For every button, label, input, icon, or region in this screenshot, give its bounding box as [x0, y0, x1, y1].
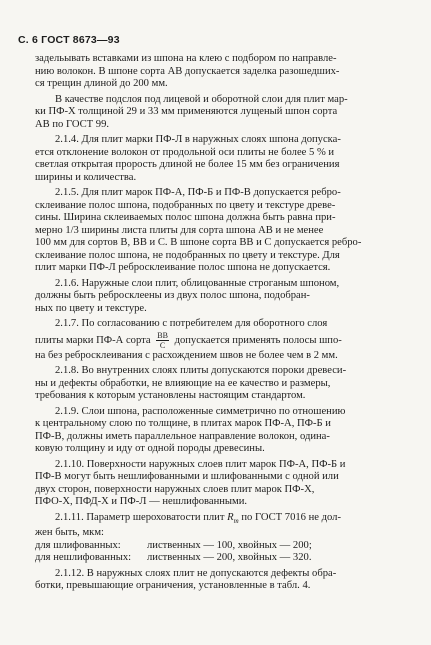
- text-line: сины. Ширина склеиваемых полос шпона должна быть равна при-: [35, 212, 336, 223]
- roughness-prefix: 2.1.11. Параметр шероховатости плит: [55, 511, 225, 523]
- text-line: ПФО-Х, ПФД-Х и ПФ-Л — нешлифованными.: [35, 496, 248, 507]
- paragraph-2-1-11: [35, 512, 416, 565]
- paragraph-2-1-5: [35, 187, 416, 275]
- fraction-prefix: плиты марки ПФ-А сорта: [35, 334, 151, 346]
- document-body: [35, 53, 416, 596]
- text-line: ПФ-В, должны иметь параллельное направление волокон, одина-: [35, 430, 330, 442]
- paragraph-2-1-12: [35, 568, 416, 593]
- text-line: светлая открытая прорость длиной не более 15 мм без ограничения: [35, 159, 340, 170]
- text-line: плит марки ПФ-Л ребросклеивание полос шпона не допускается.: [35, 262, 331, 273]
- fraction-denominator: С: [159, 340, 166, 350]
- paragraph-2-1-7: [35, 318, 416, 362]
- text-line: двух сторон, поверхности наружных слоев плит марок ПФ-Х,: [35, 483, 315, 495]
- roughness-subscript: m: [233, 516, 239, 525]
- grade-fraction: [156, 331, 169, 350]
- text-line: ковую толщину и иду от одной породы древесины.: [35, 443, 265, 454]
- text-line: склеивание полос шпона, подобранных по цвету и текстуре древе-: [35, 199, 336, 211]
- text-line: 2.1.10. Поверхности наружных слоев плит марок ПФ-А, ПФ-Б и: [55, 458, 346, 470]
- roughness-row: [35, 540, 416, 553]
- paragraph-2-1-6: [35, 278, 416, 316]
- text-line: 2.1.4. Для плит марки ПФ-Л в наружных слоях шпона допуска-: [55, 134, 341, 145]
- text-line: требования к которым установлены настоящим стандартом.: [35, 390, 306, 401]
- text-line: к центральному слою по толщине, в плитах марок ПФ-А, ПФ-Б и: [35, 418, 331, 429]
- text-line: нию волокон. В шпоне сорта АВ допускается заделка разошедших-: [35, 65, 340, 77]
- text-line: 100 мм для сортов В, ВВ и С. В шпоне сорта ВВ и С допускается ребро-: [35, 237, 362, 248]
- fraction-numerator: ВВ: [157, 330, 168, 340]
- page-header: С. 6 ГОСТ 8673—93: [18, 34, 120, 46]
- text-line: [35, 512, 416, 528]
- text-line: ширины и количества.: [35, 171, 137, 183]
- text-line: жен быть, мкм:: [35, 527, 104, 539]
- paragraph-continuation: [35, 53, 416, 91]
- text-line: ботки, превышающие ограничения, установленные в табл. 4.: [35, 580, 311, 592]
- text-line: ны и дефекты обработки, не влияющие на ее качество и размеры,: [35, 377, 331, 389]
- fraction-line: [35, 331, 416, 350]
- text-line: ся трещин длиной до 200 мм.: [35, 78, 168, 89]
- roughness-value: лиственных — 100, хвойных — 200;: [147, 539, 312, 551]
- text-line: 2.1.8. Во внутренних слоях плиты допускаются пороки древеси-: [55, 365, 347, 376]
- text-line: ПФ-В могут быть нешлифованными и шлифованными с одной или: [35, 471, 339, 482]
- text-line: 2.1.6. Наружные слои плит, облицованные строганым шпоном,: [55, 277, 340, 289]
- fraction-suffix: допускается применять полосы шпо-: [174, 334, 342, 346]
- text-line: на без ребросклеивания с расхождением швов не более чем в 2 мм.: [35, 349, 338, 361]
- text-line: ных по цвету и текстуре.: [35, 302, 147, 314]
- roughness-label: для нешлифованных:: [35, 552, 132, 564]
- text-line: 2.1.5. Для плит марок ПФ-А, ПФ-Б и ПФ-В допускается ребро-: [55, 187, 341, 198]
- roughness-symbol: R: [227, 511, 234, 523]
- text-line: 2.1.9. Слои шпона, расположенные симметрично по отношению: [55, 405, 346, 417]
- paragraph-2-1-9: [35, 406, 416, 456]
- roughness-label: для шлифованных:: [35, 539, 121, 551]
- text-line: задельывать вставками из шпона на клею с подбором по направле-: [35, 53, 337, 64]
- roughness-value: лиственных — 200, хвойных — 320.: [147, 552, 312, 564]
- text-line: 2.1.12. В наружных слоях плит не допускаются дефекты обра-: [55, 567, 337, 579]
- text-line: должны быть ребросклеены из двух полос шпона, подобран-: [35, 290, 310, 301]
- roughness-row: [35, 552, 416, 565]
- paragraph-underlayer: [35, 94, 416, 132]
- roughness-suffix: по ГОСТ 7016 не дол-: [241, 511, 342, 523]
- paragraph-2-1-10: [35, 459, 416, 509]
- text-line: В качестве подслоя под лицевой и оборотной слои для плит мар-: [55, 93, 348, 105]
- paragraph-2-1-8: [35, 365, 416, 403]
- text-line: 2.1.7. По согласованию с потребителем для оборотного слоя: [55, 318, 328, 329]
- paragraph-2-1-4: [35, 134, 416, 184]
- text-line: АВ по ГОСТ 99.: [35, 118, 110, 130]
- text-line: ется отклонение волокон от продольной оси плиты не более 5 % и: [35, 146, 335, 158]
- text-line: ки ПФ-Х толщиной 29 и 33 мм применяются лущеный шпон сорта: [35, 106, 338, 117]
- text-line: мерно 1/3 ширины листа плиты для сорта шпона АВ и не менее: [35, 224, 324, 236]
- text-line: склеивание полос шпона, не подобранных по цвету и текстуре. Для: [35, 249, 340, 261]
